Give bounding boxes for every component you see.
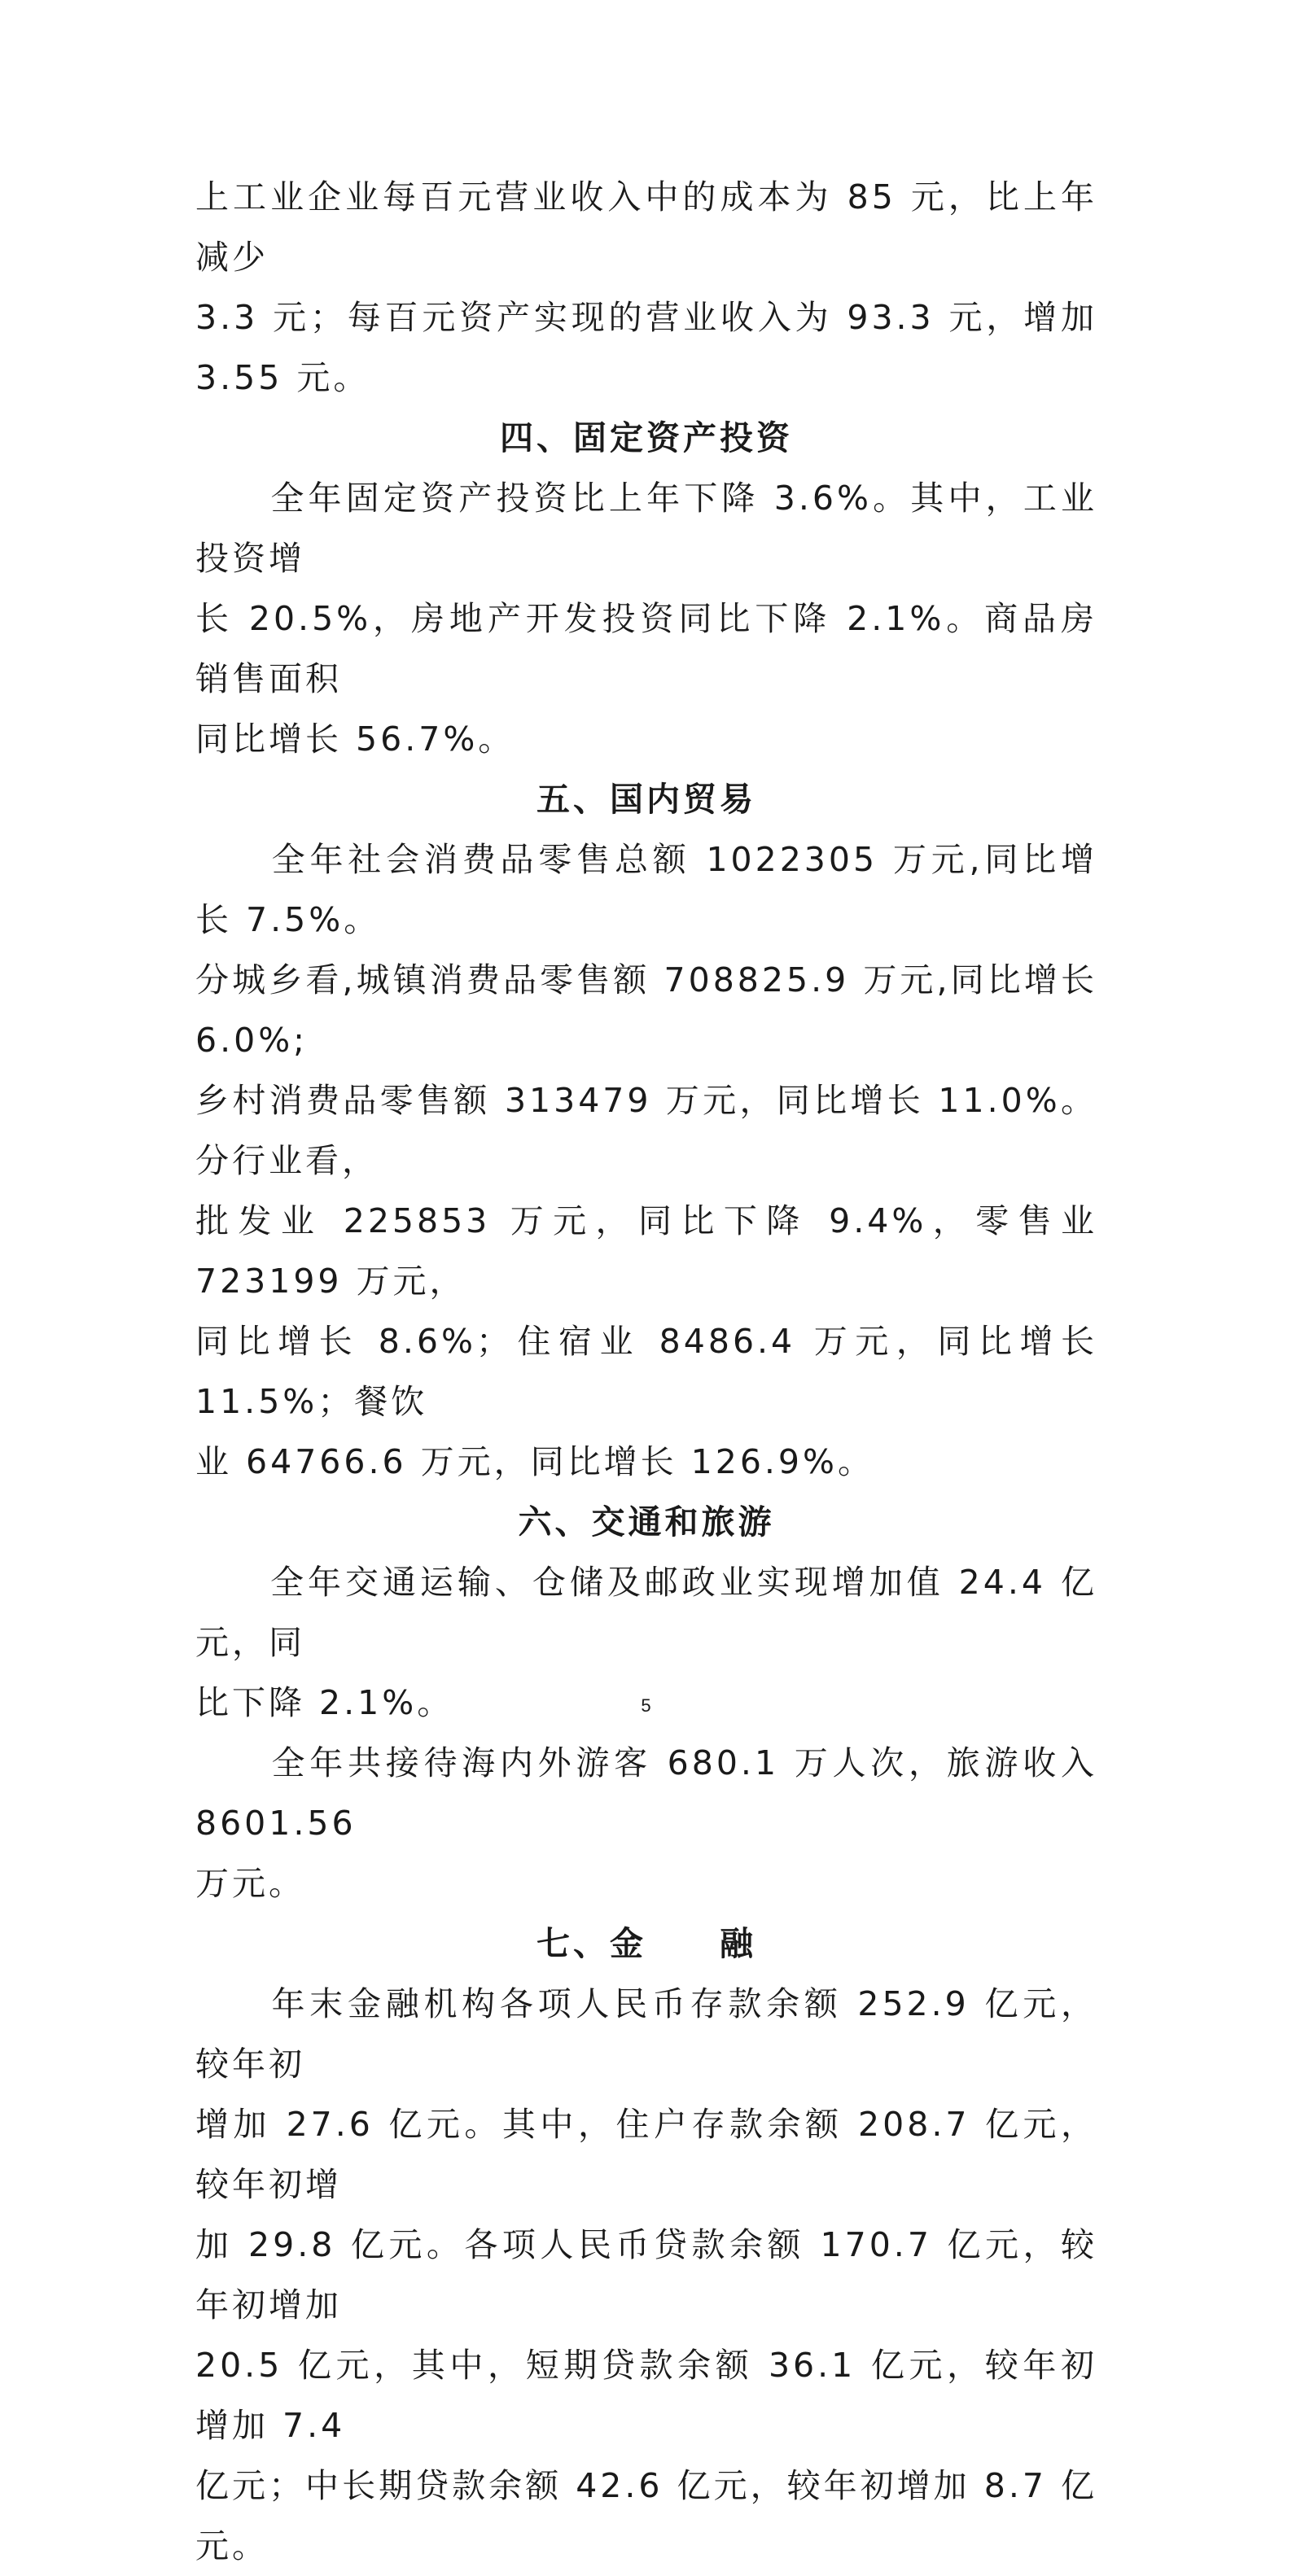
document-body: [195, 167, 1097, 2576]
paragraph-finance: 年末金融机构各项人民币存款余额 252.9 亿元，较年初 增加 27.6 亿元。其中，住户存款余额 208.7 亿元，较年初增 加 29.8 亿元。各项人民币贷款余额 170.7 亿元，较年初增加 20.5 亿元，其中，短期贷款余额 36.1 亿元，较年初增加 7.4 亿元；中长期贷款余额 42.6 亿元，较年初增加 8.7 亿元。: [195, 1984, 1097, 2565]
section-heading-transport-tourism: 六、交通和旅游: [518, 1502, 775, 1542]
paragraph-tourism: 全年共接待海内外游客 680.1 万人次，旅游收入 8601.56 万元。: [195, 1743, 1097, 1903]
paragraph-fixed-asset-investment: 全年固定资产投资比上年下降 3.6%。其中，工业投资增 长 20.5%，房地产开发投资同比下降 2.1%。商品房销售面积 同比增长 56.7%。: [195, 479, 1097, 759]
section-heading-fixed-asset-investment: 四、固定资产投资: [500, 418, 793, 457]
paragraph-industry-cost: 上工业企业每百元营业收入中的成本为 85 元，比上年减少 3.3 元；每百元资产实现的营业收入为 93.3 元，增加 3.55 元。: [195, 177, 1097, 397]
page-number: 5: [641, 1695, 651, 1716]
section-heading-finance: 七、金 融: [537, 1924, 756, 1963]
section-heading-domestic-trade: 五、国内贸易: [537, 780, 756, 819]
paragraph-transport: 全年交通运输、仓储及邮政业实现增加值 24.4 亿元，同 比下降 2.1%。: [195, 1563, 1097, 1722]
paragraph-domestic-trade: 全年社会消费品零售总额 1022305 万元,同比增长 7.5%。 分城乡看,城镇消费品零售额 708825.9 万元,同比增长 6.0%; 乡村消费品零售额 313479 万元，同比增长 11.0%。分行业看， 批发业 225853 万元，同比下降 9.4%，零售业 723199 万元， 同比增长 8.6%；住宿业 8486.4 万元，同比增长 11.5%；餐饮 业 64766.6 万元，同比增长 126.9%。: [195, 840, 1097, 1481]
